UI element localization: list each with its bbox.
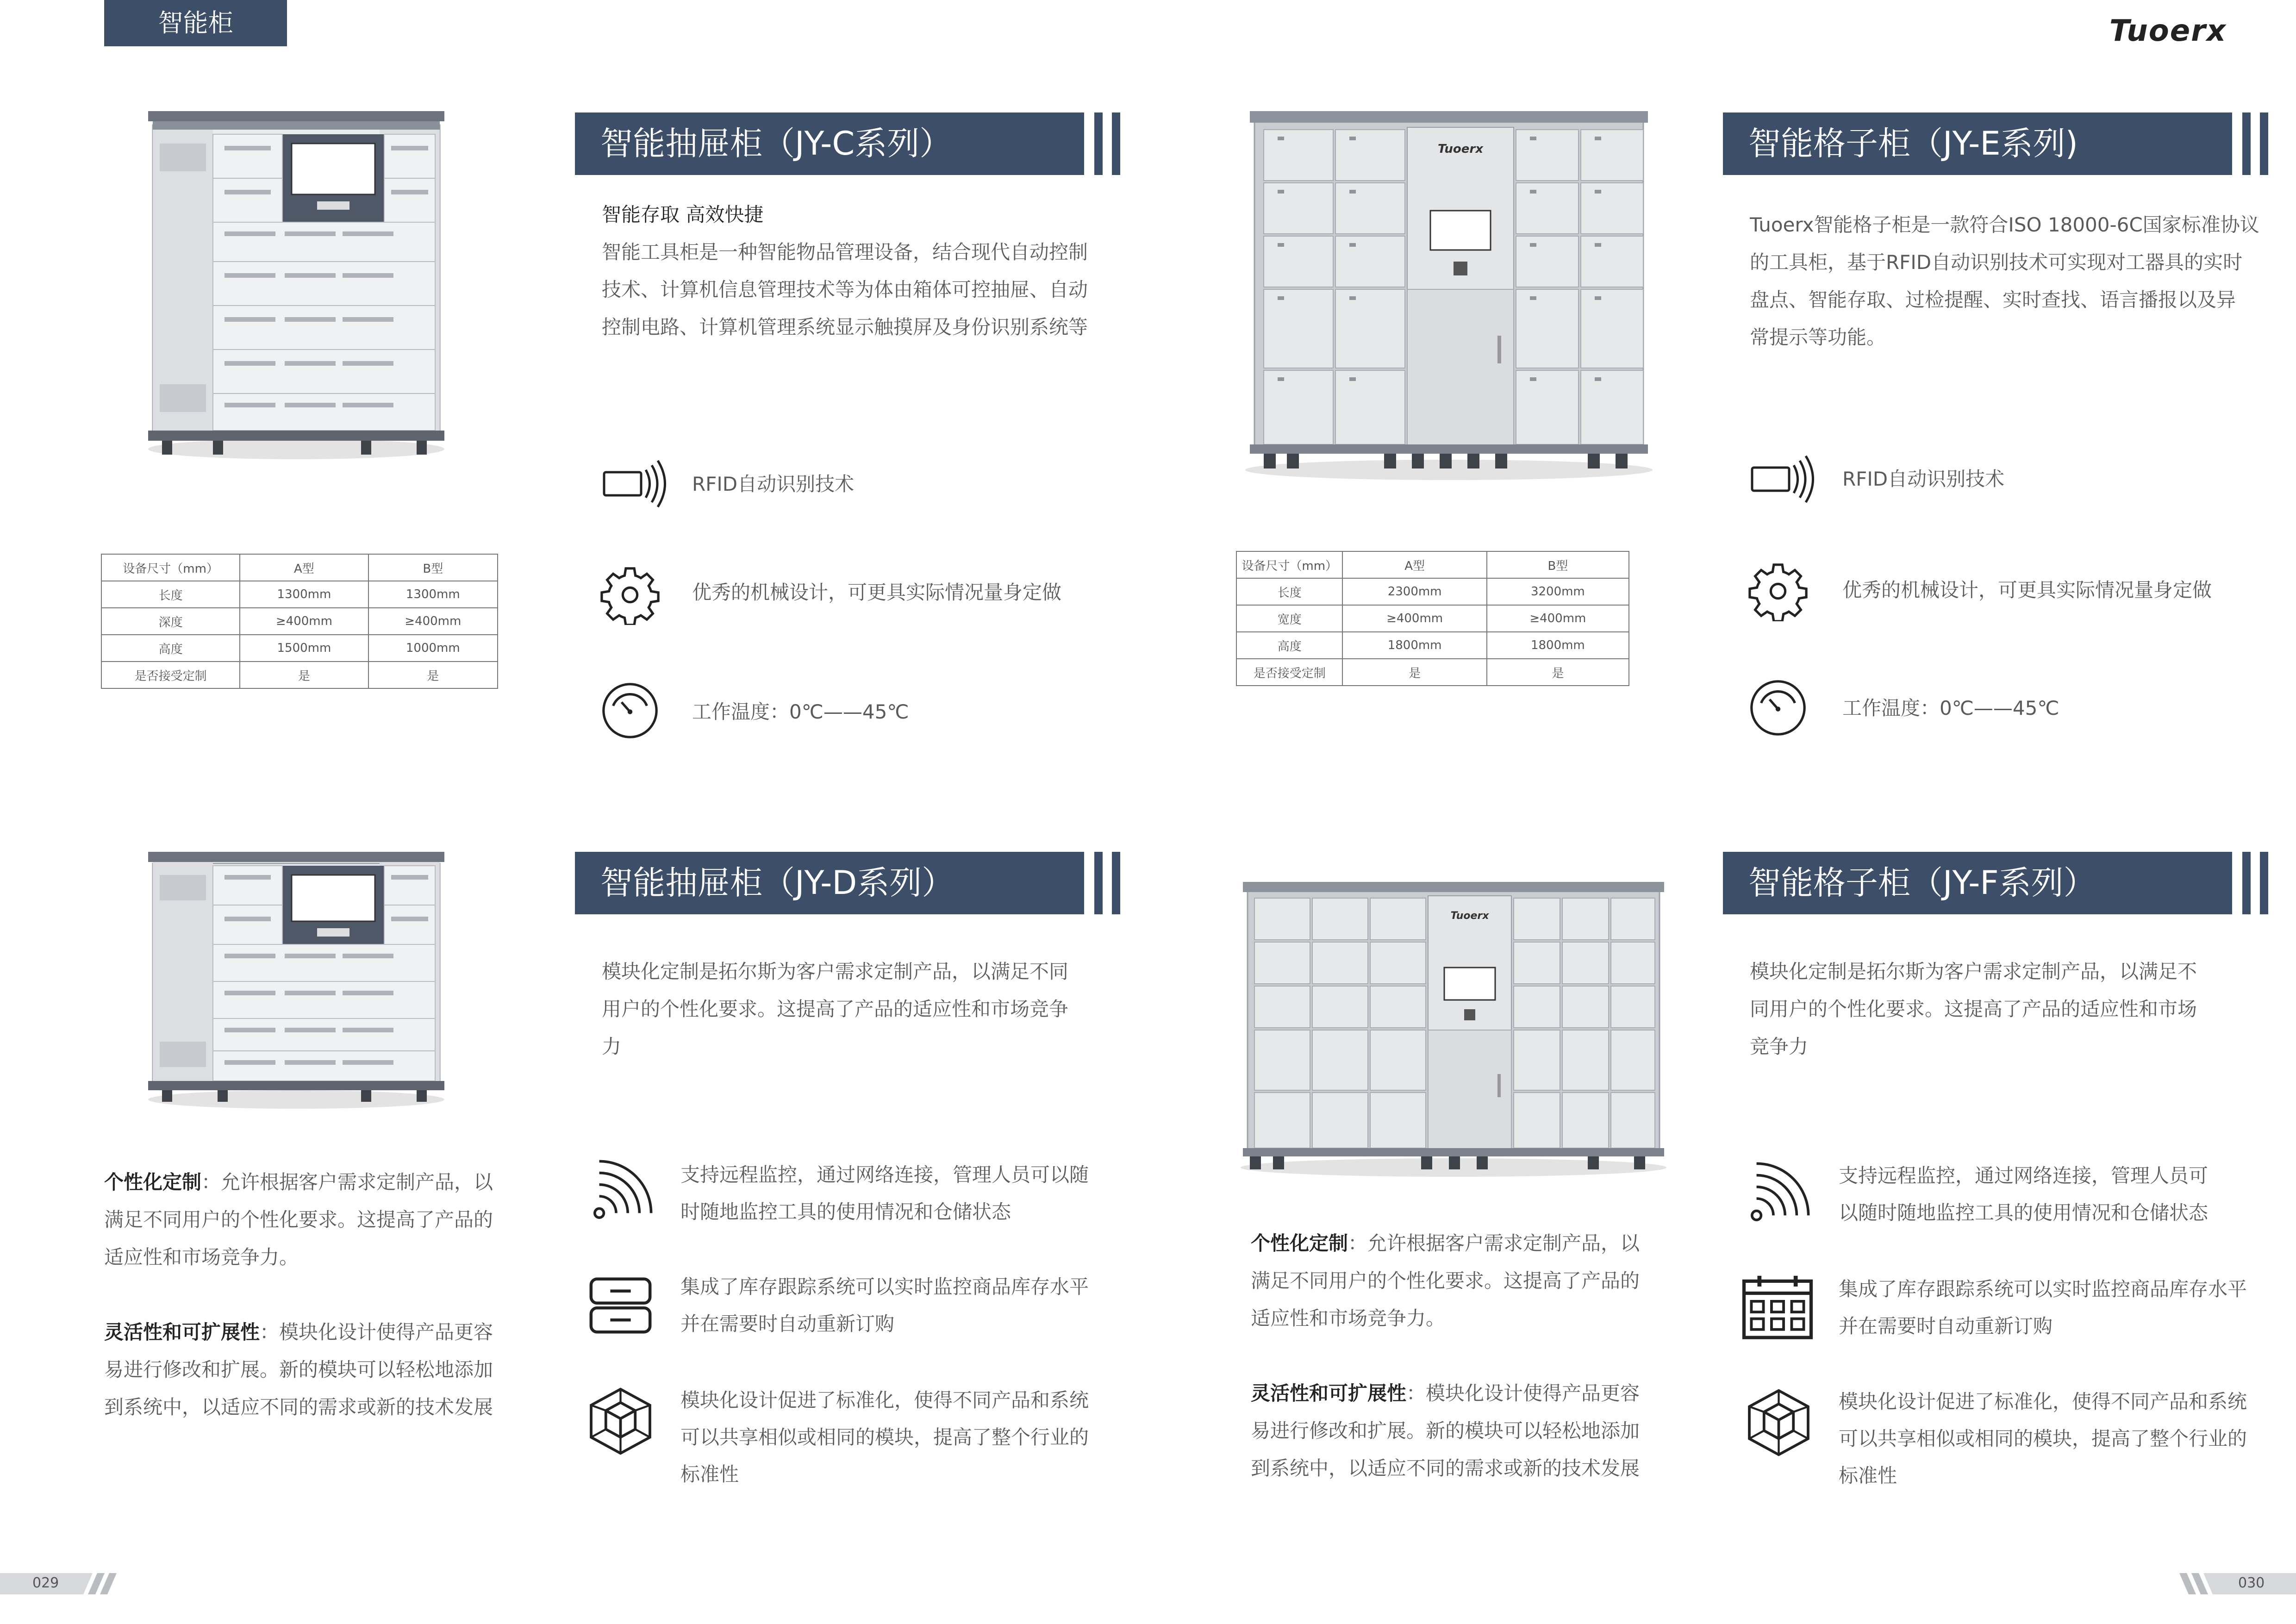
intro-line: 的工具柜，基于RFID自动识别技术可实现对工器具的实时	[1750, 251, 2243, 274]
feature-mechanical-jye: 优秀的机械设计，可更具实际情况量身定做	[1842, 579, 2212, 601]
feature-line: 时随地监控工具的使用情况和仓储状态	[680, 1200, 1011, 1223]
cube-module-icon	[1745, 1388, 1812, 1457]
table-cell: 宽度	[1236, 605, 1342, 632]
title-jye: 智能格子柜（JY-E系列)	[1748, 125, 2078, 162]
intro-line: 力	[602, 1035, 622, 1058]
table-cell: A型	[1342, 551, 1486, 578]
feature-line: 集成了库存跟踪系统可以实时监控商品库存水平	[1839, 1278, 2247, 1300]
flex-note	[104, 1313, 521, 1351]
feature-line: 模块化设计促进了标准化，使得不同产品和系统	[680, 1389, 1089, 1412]
table-cell: ≥400mm	[240, 608, 368, 635]
table-row	[101, 635, 498, 662]
feature-line: 并在需要时自动重新订购	[1839, 1315, 2053, 1337]
wifi-signal-icon	[1747, 1160, 1812, 1224]
table-cell: 1500mm	[240, 635, 368, 662]
table-row	[1236, 659, 1629, 686]
intro-heading-jyc: 智能存取 高效快捷	[602, 203, 764, 226]
flex-line: ：模块化设计使得产品更容	[1406, 1382, 1640, 1405]
feature-temp-jye: 工作温度：0℃——45℃	[1842, 697, 2059, 719]
intro-jyd	[602, 953, 1134, 1065]
calendar-icon	[1741, 1273, 1815, 1340]
table-cell: 是	[1487, 659, 1629, 686]
locker-brand-text-top: Tuoerx	[1438, 142, 1483, 156]
table-row	[1236, 605, 1629, 632]
intro-line: 智能工具柜是一种智能物品管理设备，结合现代自动控制	[602, 241, 1088, 263]
footer-left-bar	[0, 1573, 120, 1594]
title-bar-jyf	[1723, 852, 2269, 914]
personal-label: 个性化定制	[104, 1171, 202, 1193]
table-cell: 是	[368, 662, 498, 688]
table-cell: 是	[1342, 659, 1486, 686]
feature-remote-jyd	[680, 1156, 1125, 1230]
table-cell: ≥400mm	[368, 608, 498, 635]
flex-line: 到系统中，以适应不同的需求或新的技术发展	[104, 1396, 493, 1418]
intro-line: Tuoerx智能格子柜是一款符合ISO 18000-6C国家标准协议	[1750, 213, 2259, 236]
personal-line: ：允许根据客户需求定制产品，以	[1348, 1232, 1640, 1255]
page-number-left: 029	[32, 1575, 59, 1591]
feature-line: 可以共享相似或相同的模块，提高了整个行业的	[680, 1426, 1089, 1449]
table-cell: 高度	[101, 635, 240, 662]
table-cell: B型	[1487, 551, 1629, 578]
locker-brand-text-bottom: Tuoerx	[1450, 910, 1489, 922]
intro-jyc	[602, 196, 1134, 346]
personal-line: 满足不同用户的个性化要求。这提高了产品的	[1251, 1269, 1640, 1292]
table-row	[1236, 578, 1629, 605]
title-bar-jye	[1723, 112, 2269, 175]
feature-line: 并在需要时自动重新订购	[680, 1312, 895, 1335]
table-row	[101, 554, 498, 581]
category-tab: 智能柜	[104, 0, 287, 46]
table-cell: 1300mm	[368, 581, 498, 608]
personal-note	[1251, 1224, 1667, 1262]
spec-table-jyc	[101, 554, 498, 689]
flex-note	[1251, 1374, 1667, 1412]
intro-line: 常提示等功能。	[1750, 326, 1886, 349]
personal-label: 个性化定制	[1251, 1232, 1348, 1255]
title-jyc: 智能抽屉柜（JY-C系列）	[600, 125, 952, 162]
title-bar-jyc	[575, 112, 1121, 175]
intro-line: 同用户的个性化要求。这提高了产品的适应性和市场	[1750, 998, 2197, 1020]
feature-inventory-jyd	[680, 1268, 1125, 1343]
table-cell: 3200mm	[1487, 578, 1629, 605]
table-cell: A型	[240, 554, 368, 581]
footer-right-bar	[2176, 1573, 2296, 1594]
feature-inventory-jyf	[1839, 1271, 2283, 1345]
page-number-right: 030	[2238, 1575, 2265, 1591]
personal-line: ：允许根据客户需求定制产品，以	[201, 1171, 493, 1193]
flex-line: 易进行修改和扩展。新的模块可以轻松地添加	[104, 1358, 493, 1381]
gear-icon	[600, 565, 660, 625]
gear-icon	[1748, 561, 1808, 621]
custom-notes-right	[1251, 1224, 1667, 1487]
flex-label: 灵活性和可扩展性	[1251, 1382, 1407, 1405]
feature-line: 集成了库存跟踪系统可以实时监控商品库存水平	[680, 1275, 1089, 1298]
feature-line: 模块化设计促进了标准化，使得不同产品和系统	[1839, 1390, 2247, 1413]
spec-table-jye	[1236, 551, 1629, 686]
title-jyf: 智能格子柜（JY-F系列）	[1748, 864, 2096, 902]
personal-line: 适应性和市场竞争力。	[104, 1246, 299, 1268]
cube-module-icon	[587, 1387, 654, 1456]
feature-line: 标准性	[1839, 1464, 1897, 1487]
gauge-icon	[600, 681, 660, 741]
feature-rfid-jye: RFID自动识别技术	[1842, 468, 2005, 490]
flex-line: 到系统中，以适应不同的需求或新的技术发展	[1251, 1457, 1640, 1480]
table-cell: ≥400mm	[1487, 605, 1629, 632]
rfid-icon	[1750, 454, 1819, 505]
table-cell: 长度	[1236, 578, 1342, 605]
flex-label: 灵活性和可扩展性	[104, 1321, 260, 1343]
table-cell: 1800mm	[1342, 632, 1486, 659]
table-cell: 设备尺寸（mm）	[101, 554, 240, 581]
intro-line: 技术、计算机信息管理技术等为体由箱体可控抽屉、自动	[602, 278, 1088, 301]
rfid-icon	[602, 458, 671, 509]
feature-line: 以随时随地监控工具的使用情况和仓储状态	[1839, 1201, 2209, 1224]
table-row	[101, 581, 498, 608]
table-row	[1236, 551, 1629, 578]
drawer-cabinet-image-top	[148, 106, 444, 463]
table-cell: 2300mm	[1342, 578, 1486, 605]
feature-rfid-jyc: RFID自动识别技术	[692, 473, 855, 495]
table-row	[101, 608, 498, 635]
intro-line: 模块化定制是拓尔斯为客户需求定制产品，以满足不	[1750, 960, 2197, 983]
custom-notes-left	[104, 1163, 521, 1426]
table-cell: 是	[240, 662, 368, 688]
wifi-signal-icon	[590, 1157, 655, 1222]
intro-jye	[1750, 206, 2282, 356]
table-cell: 设备尺寸（mm）	[1236, 551, 1342, 578]
table-row	[1236, 632, 1629, 659]
table-cell: B型	[368, 554, 498, 581]
feature-mechanical-jyc: 优秀的机械设计，可更具实际情况量身定做	[692, 581, 1062, 604]
feature-line: 支持远程监控，通过网络连接，管理人员可	[1839, 1164, 2209, 1187]
feature-remote-jyf	[1839, 1157, 2283, 1231]
feature-line: 可以共享相似或相同的模块，提高了整个行业的	[1839, 1427, 2247, 1450]
intro-line: 盘点、智能存取、过检提醒、实时查找、语言播报以及异	[1750, 288, 2236, 311]
locker-cabinet-image-bottom	[1241, 875, 1666, 1181]
flex-line: 易进行修改和扩展。新的模块可以轻松地添加	[1251, 1419, 1640, 1442]
table-cell: 深度	[101, 608, 240, 635]
intro-line: 控制电路、计算机管理系统显示触摸屏及身份识别系统等	[602, 316, 1088, 338]
drawer-cabinet-image-bottom	[148, 847, 444, 1111]
intro-line: 用户的个性化要求。这提高了产品的适应性和市场竞争	[602, 998, 1069, 1020]
brand-logo: Tuoerx	[2109, 14, 2227, 48]
table-cell: 1000mm	[368, 635, 498, 662]
personal-line: 满足不同用户的个性化要求。这提高了产品的	[104, 1208, 493, 1231]
intro-jyf	[1750, 953, 2282, 1065]
drawer-storage-icon	[587, 1275, 654, 1336]
gauge-icon	[1748, 678, 1808, 738]
title-bar-jyd	[575, 852, 1121, 914]
intro-line: 竞争力	[1750, 1035, 1809, 1058]
flex-line: ：模块化设计使得产品更容	[260, 1321, 493, 1343]
feature-temp-jyc: 工作温度：0℃——45℃	[692, 700, 909, 723]
feature-modular-jyf	[1839, 1383, 2283, 1494]
title-jyd: 智能抽屉柜（JY-D系列）	[600, 864, 955, 902]
feature-modular-jyd	[680, 1382, 1125, 1493]
feature-line: 支持远程监控，通过网络连接，管理人员可以随	[680, 1163, 1089, 1186]
table-cell: 长度	[101, 581, 240, 608]
personal-note	[104, 1163, 521, 1201]
table-cell: ≥400mm	[1342, 605, 1486, 632]
table-cell: 高度	[1236, 632, 1342, 659]
table-cell: 是否接受定制	[1236, 659, 1342, 686]
table-cell: 1300mm	[240, 581, 368, 608]
table-cell: 是否接受定制	[101, 662, 240, 688]
table-cell: 1800mm	[1487, 632, 1629, 659]
locker-cabinet-image-top	[1245, 104, 1653, 484]
personal-line: 适应性和市场竞争力。	[1251, 1307, 1446, 1330]
feature-line: 标准性	[680, 1463, 739, 1486]
table-row	[101, 662, 498, 688]
intro-line: 模块化定制是拓尔斯为客户需求定制产品，以满足不同	[602, 960, 1069, 983]
